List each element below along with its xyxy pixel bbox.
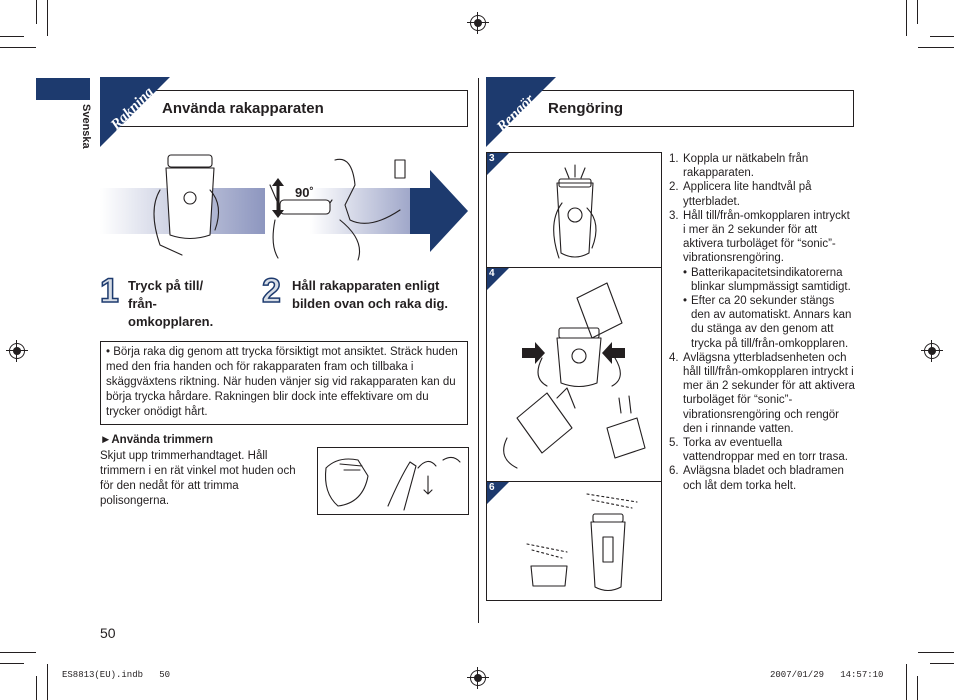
crop-mark (906, 664, 907, 700)
registration-mark-icon (470, 670, 486, 686)
step-text: Håll rakapparaten enligt bilden ovan och raka dig. (292, 278, 449, 311)
cleaning-illustration (487, 268, 661, 482)
shaving-illustration (100, 150, 470, 260)
arrow-left-icon (602, 342, 625, 364)
panel-number: 3 (489, 153, 495, 164)
step-number: 2 (262, 272, 281, 310)
crop-mark (0, 652, 36, 653)
section-title: Använda rakapparaten (162, 100, 324, 117)
step-number: 1 (100, 272, 119, 310)
crop-mark (906, 0, 907, 36)
crop-mark (918, 652, 954, 653)
illustration-panel (486, 152, 662, 269)
section-corner-label: Rengör (494, 91, 538, 136)
crop-mark (917, 0, 918, 24)
panel-number: 4 (489, 268, 495, 279)
section-title: Rengöring (548, 100, 623, 117)
footer-timestamp: 2007/01/29 14:57:10 (770, 670, 884, 680)
list-item: 6. Avlägsna bladet och bladramen och låt dem torka helt. (669, 465, 844, 492)
crop-mark (0, 663, 24, 664)
crop-mark (918, 47, 954, 48)
angle-arrow-icon (272, 178, 284, 218)
cleaning-steps-list (669, 152, 855, 493)
crop-mark (0, 47, 36, 48)
crop-mark (47, 664, 48, 700)
page-number: 50 (100, 625, 116, 641)
list-item: 2. Applicera lite handtvål på ytterbladet. (669, 181, 812, 208)
section-corner-label: Rakning (108, 84, 158, 134)
column-divider (478, 78, 479, 623)
step-text: Tryck på till/ från- omkopplaren. (128, 278, 214, 329)
registration-mark-icon (924, 343, 940, 359)
list-subitem: • Batterikapacitetsindikatorerna blinkar slumpmässigt samtidigt. (683, 266, 851, 293)
cleaning-illustration (487, 153, 661, 268)
language-label: Svenska (80, 104, 92, 149)
crop-mark (0, 36, 24, 37)
language-tab (36, 78, 90, 100)
illustration-panel (486, 267, 662, 483)
angle-label: 90˚ (295, 185, 314, 200)
list-item: 1. Koppla ur nätkabeln från rakapparaten. (669, 153, 809, 180)
registration-mark-icon (470, 15, 486, 31)
footer-file-label: ES8813(EU).indb 50 (62, 670, 171, 680)
crop-mark (917, 676, 918, 700)
panel-number: 6 (489, 482, 495, 493)
crop-mark (36, 676, 37, 700)
crop-mark (930, 663, 954, 664)
crop-mark (36, 0, 37, 24)
drying-illustration (487, 482, 661, 600)
trimmer-illustration (318, 448, 468, 514)
crop-mark (47, 0, 48, 36)
list-item: 4. Avlägsna ytterbladsenheten och håll till/från-omkopplaren intryckt i mer än 2 sekunder för att aktivera turboläget för “sonic”-vibrationsrengöring och rengör den i rinnande vatten. (669, 351, 855, 435)
note-text: • Börja raka dig genom att trycka försiktigt mot ansiktet. Sträck huden med den fria handen och för rakapparaten fram och tillbaka i skäggväxtens riktning. När huden vänjer sig vid rakapparaten kan du börja trycka hårdare. Rakningen blir dock inte effektivare om du trycker onödigt hårt. (106, 346, 458, 418)
next-arrow-icon (410, 170, 468, 252)
illustration-panel (486, 481, 662, 601)
arrow-right-icon (522, 342, 545, 364)
list-item: 3. Håll till/från-omkopplaren intryckt i mer än 2 sekunder för att aktivera turboläget för “sonic”-vibrationsrengöring. (669, 209, 850, 265)
trimmer-illustration-box (317, 447, 469, 515)
trimmer-heading: ►Använda trimmern (100, 434, 213, 446)
note-box (100, 341, 468, 425)
registration-mark-icon (9, 343, 25, 359)
crop-mark (930, 36, 954, 37)
list-item: 5. Torka av eventuella vattendroppar med en torr trasa. (669, 437, 848, 464)
list-subitem: • Efter ca 20 sekunder stängs den av automatiskt. Annars kan du stänga av den genom att trycka på till/från-omkopplaren. (683, 295, 852, 350)
trimmer-text: Skjut upp trimmerhandtaget. Håll trimmern i en rät vinkel mot huden och för den nedåt för att trimma polisongerna. (100, 450, 296, 507)
